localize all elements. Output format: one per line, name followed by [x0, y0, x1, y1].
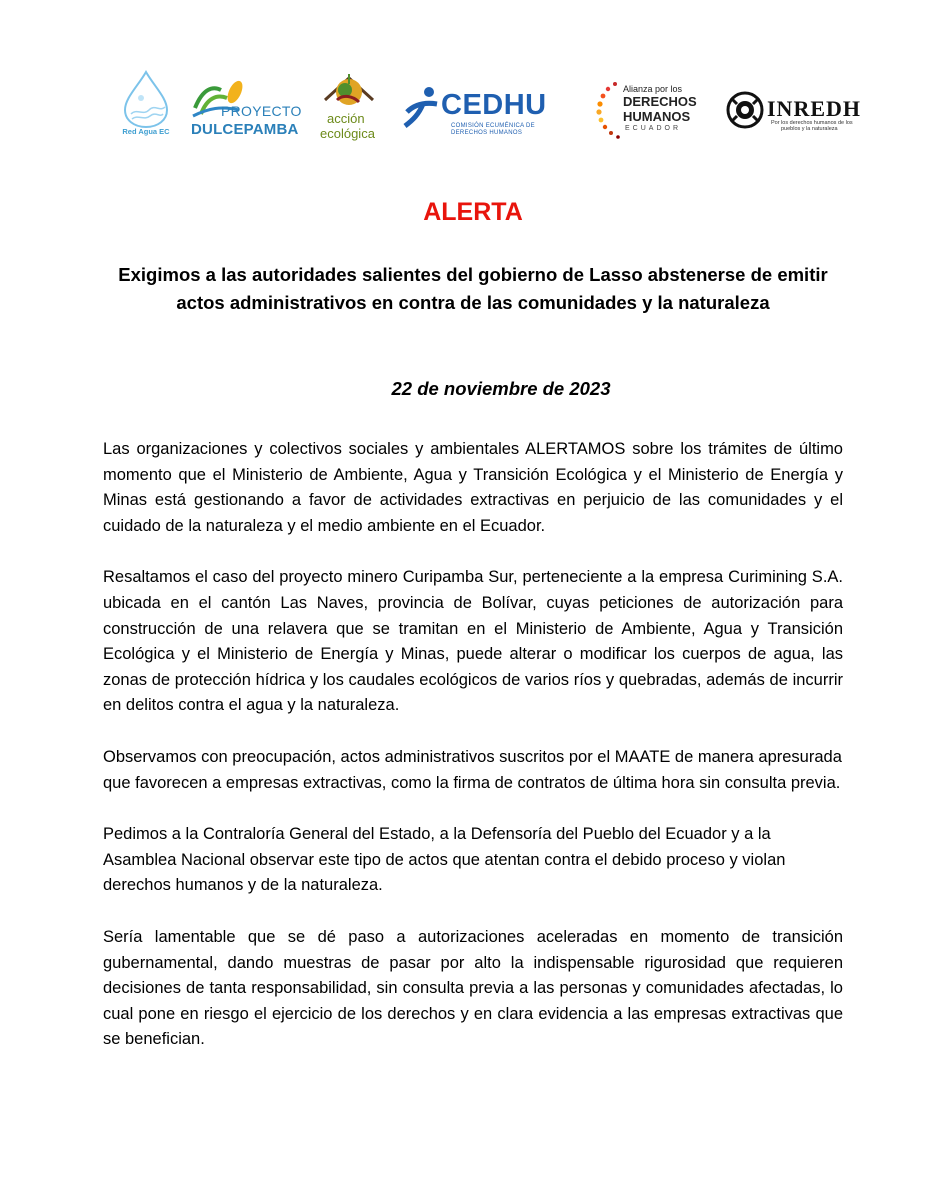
paragraph: Resaltamos el caso del proyecto minero Curipamba Sur, perteneciente a la empresa Curimining S.A. ubicada en el cantón Las Naves, provincia de Bolívar, cuyas peticiones de autorización para construcción de una relavera que se tramitan en el Ministerio de Ambiente, Agua y Transición Ecológica y el Ministerio de Energía y Minas, puede alterar o modificar los cuerpos de agua, las zonas de protección hídrica y los caudales ecológicos de varios ríos y quebradas, además de incurrir en delitos contra el agua y la naturaleza. — [103, 568, 843, 715]
cedhu-name: CEDHU — [441, 89, 547, 121]
alianza-line1: Alianza por los — [623, 84, 683, 94]
document-body — [103, 437, 843, 1079]
inredh-name: INREDH — [767, 96, 862, 121]
accion-line2: ecológica — [320, 126, 375, 141]
alert-title: ALERTA — [423, 198, 523, 226]
headline: Exigimos a las autoridades salientes del gobierno de Lasso abstenerse de emitir actos administrativos en contra de las comunidades y la naturaleza — [118, 264, 828, 313]
accion-ecologica-logo — [315, 70, 385, 150]
human-figure-icon — [403, 86, 443, 136]
inredh-subtitle-2: pueblos y la naturaleza — [781, 126, 838, 132]
inredh-subtitle-1: Por los derechos humanos de los — [771, 120, 853, 126]
document-date: 22 de noviembre de 2023 — [391, 378, 611, 399]
cedhu-subtitle-1: COMISIÓN ECUMÉNICA DE — [451, 123, 535, 129]
cedhu-logo — [403, 70, 563, 150]
dulcepamba-line2: DULCEPAMBA — [191, 121, 299, 138]
alianza-line3: HUMANOS — [623, 109, 691, 124]
inredh-emblem-icon — [725, 90, 765, 134]
paragraph: Pedimos a la Contraloría General del Estado, a la Defensoría del Pueblo del Ecuador y a la Asamblea Nacional observar este tipo de actos que atentan contra el debido proceso y violan derechos humanos y de la naturaleza. — [103, 825, 786, 895]
red-agua-logo — [105, 70, 180, 150]
alianza-derechos-humanos-logo — [593, 70, 705, 150]
inredh-logo — [725, 70, 875, 150]
paragraph: Las organizaciones y colectivos sociales y ambientales ALERTAMOS sobre los trámites de último momento que el Ministerio de Ambiente, Agua y Transición Ecológica y el Ministerio de Energía y Minas está gestionando a favor de actividades extractivas en perjuicio de las comunidades y el cuidado de la naturaleza y el medio ambiente en el Ecuador. — [103, 440, 843, 535]
cedhu-subtitle-2: DERECHOS HUMANOS — [451, 130, 523, 136]
red-agua-label: Red Agua EC — [122, 127, 170, 136]
paragraph: Sería lamentable que se dé paso a autorizaciones aceleradas en momento de transición gubernamental, dando muestras de pasar por alto la indispensable rigurosidad que requieren decisiones de tanta responsabilidad, sin consulta previa a las personas y comunidades afectadas, lo cual pone en riesgo el ejercicio de los derechos y en clara evidencia a las empresas extractivas que se benefician. — [103, 927, 843, 1049]
water-drop-icon — [105, 70, 180, 128]
dulcepamba-line1: PROYECTO — [221, 103, 302, 119]
accion-line1: acción — [327, 111, 365, 126]
dot-arc-icon — [593, 80, 623, 140]
alianza-line4: ECUADOR — [625, 125, 682, 132]
alianza-line2: DERECHOS — [623, 94, 697, 109]
dulcepamba-logo — [191, 70, 302, 150]
house-leaf-icon — [319, 70, 379, 112]
logo-row — [105, 70, 875, 150]
paragraph: Observamos con preocupación, actos administrativos suscritos por el MAATE de manera apresurada que favorecen a empresas extractivas, como la firma de contratos de última hora sin consulta previa. — [103, 747, 842, 792]
